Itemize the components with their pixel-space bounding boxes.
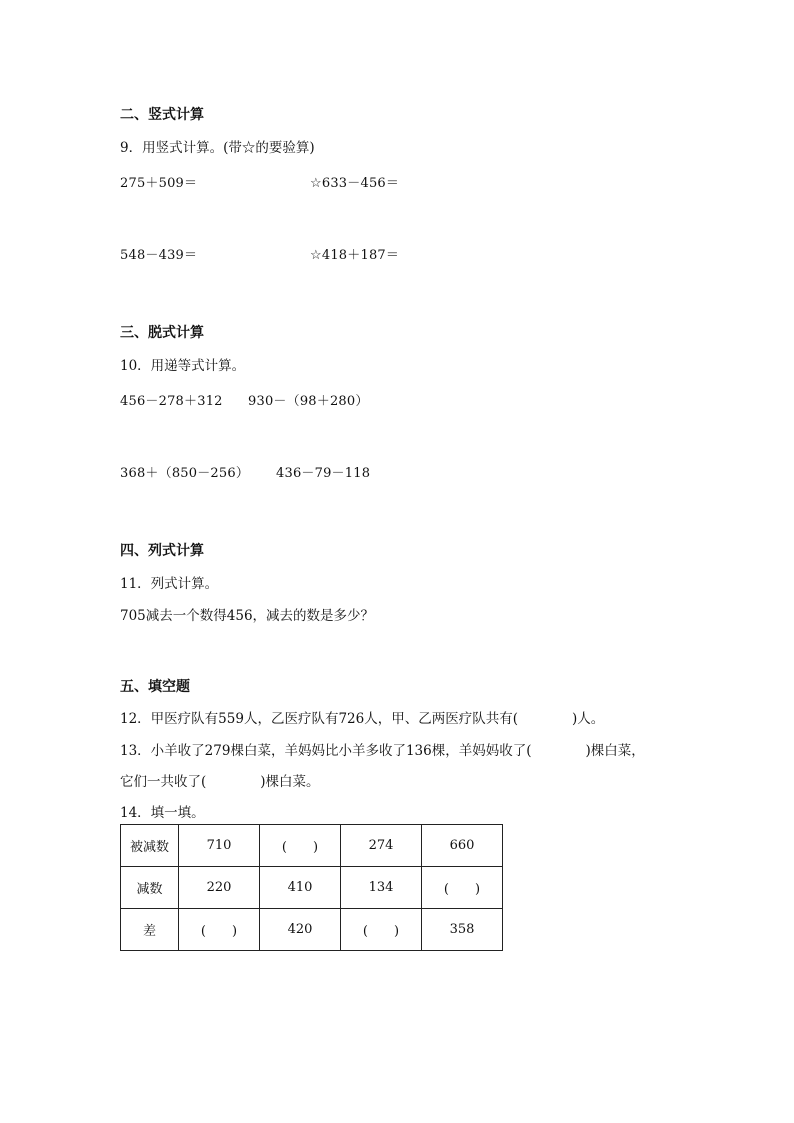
row-header-subtrahend: 减数 <box>121 867 179 909</box>
question-11-text: 705减去一个数得456，减去的数是多少？ <box>120 608 375 624</box>
section-title-equation-calc: 四、列式计算 <box>120 543 204 559</box>
expr-10-4: 436－79－118 <box>276 466 371 481</box>
expr-9-4: ☆418＋187＝ <box>310 248 400 263</box>
question-12: 12．甲医疗队有559人，乙医疗队有726人，甲、乙两医疗队共有( )人。 <box>120 711 605 727</box>
expr-10-2: 930－（98＋280） <box>248 394 369 409</box>
table-cell: 420 <box>260 909 341 951</box>
expr-10-1: 456－278＋312 <box>120 394 223 409</box>
question-11: 11．列式计算。 <box>120 576 219 592</box>
table-cell: 220 <box>179 867 260 909</box>
question-13-line2: 它们一共收了( )棵白菜。 <box>120 774 320 790</box>
question-13-line1: 13．小羊收了279棵白菜，羊妈妈比小羊多收了136棵，羊妈妈收了( )棵白菜， <box>120 743 645 759</box>
table-cell: 660 <box>422 825 503 867</box>
table-cell: 410 <box>260 867 341 909</box>
section-title-vertical-calc: 二、竖式计算 <box>120 107 204 123</box>
table-cell-blank[interactable]: ( ) <box>422 867 503 909</box>
subtraction-table <box>120 824 503 951</box>
question-10: 10．用递等式计算。 <box>120 358 246 374</box>
section-title-fill-blank: 五、填空题 <box>120 679 190 695</box>
table-row <box>121 909 503 951</box>
expr-10-3: 368＋（850－256） <box>120 466 250 481</box>
row-header-minuend: 被减数 <box>121 825 179 867</box>
table-cell-blank[interactable]: ( ) <box>179 909 260 951</box>
question-9: 9．用竖式计算。(带☆的要验算) <box>120 140 315 156</box>
section-title-stepwise-calc: 三、脱式计算 <box>120 325 204 341</box>
question-14: 14．填一填。 <box>120 805 205 821</box>
table-cell: 274 <box>341 825 422 867</box>
table-row <box>121 825 503 867</box>
table-cell-blank[interactable]: ( ) <box>260 825 341 867</box>
table-cell: 358 <box>422 909 503 951</box>
expr-9-1: 275＋509＝ <box>120 176 198 191</box>
expr-9-3: 548－439＝ <box>120 248 198 263</box>
table-row <box>121 867 503 909</box>
table-cell: 134 <box>341 867 422 909</box>
table-cell: 710 <box>179 825 260 867</box>
expr-9-2: ☆633－456＝ <box>310 176 400 191</box>
row-header-difference: 差 <box>121 909 179 951</box>
table-cell-blank[interactable]: ( ) <box>341 909 422 951</box>
